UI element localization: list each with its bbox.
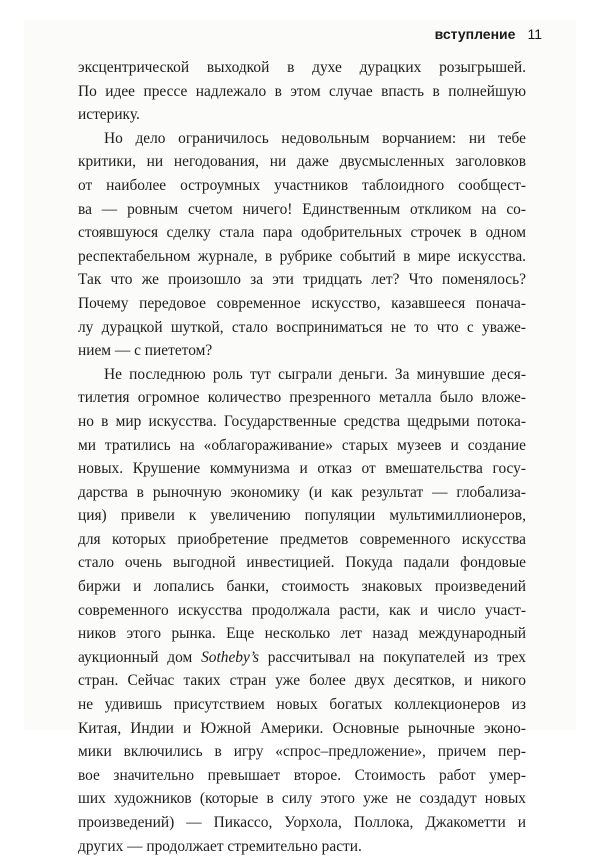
- text-line: стоявшуюся сделку стала пара одобрительных строчек в одном: [78, 224, 526, 242]
- text-line: лу дурацкой шуткой, стало восприниматься не то что с уваже-: [78, 318, 526, 336]
- text-line: не удивишь присутствием новых богатых коллекционеров из: [78, 696, 526, 714]
- text-line: истерику.: [78, 106, 140, 124]
- text-line: стало очень выгодной инвестицией. Покуда падали фондовые: [78, 554, 526, 572]
- text-line: современного искусства продолжала расти, как и число участ-: [78, 601, 526, 619]
- paragraph: [78, 56, 526, 127]
- text-line: тилетия огромное количество презренного металла было вложе-: [78, 389, 526, 407]
- text-line: Не последнюю роль тут сыграли деньги. За минувшие деся-: [104, 365, 526, 383]
- text-line: нием — с пиететом?: [78, 342, 213, 360]
- text-line: произведений) — Пикассо, Уорхола, Поллока, Джакометти и: [78, 814, 526, 831]
- text-line: эксцентрической выходкой в духе дурацких розыгрышей.: [78, 59, 526, 76]
- text-line: ников этого рынка. Еще несколько лет назад международный: [78, 625, 526, 643]
- text-line: для которых приобретение предметов современного искусства: [78, 530, 526, 548]
- text-line: критики, ни негодования, ни даже двусмысленных заголовков: [78, 153, 526, 171]
- text-line: биржи и лопались банки, стоимость знаковых произведений: [78, 578, 526, 596]
- text-line: Почему передовое современное искусство, казавшееся понача-: [78, 294, 526, 312]
- text-line: Так что же произошло за эти тридцать лет? Что поменялось?: [78, 271, 526, 289]
- text-line: других — продолжает стремительно расти.: [78, 837, 362, 855]
- paragraph: [78, 127, 526, 363]
- text-run: рассчитывал на покупателей из трех: [258, 648, 526, 666]
- paragraph: [78, 363, 526, 858]
- text-line: [78, 646, 526, 670]
- text-line: новых. Крушение коммунизма и отказ от вмешательства госу-: [78, 460, 526, 478]
- text-line: респектабельном журнале, в рубрике событий в мире искусства.: [78, 247, 526, 265]
- text-line: ция) привели к увеличению популяции мультимиллионеров,: [78, 507, 526, 525]
- publisher-name-italic: Sotheby’s: [201, 648, 259, 666]
- text-line: мики включились в игру «спрос–предложение», причем пер-: [78, 743, 526, 761]
- text-line: ших художников (которые в силу этого уже не создадут новых: [78, 790, 526, 808]
- text-line: дарства в рыночную экономику (и как результат — глобализа-: [78, 483, 526, 501]
- text-line: ва — ровным счетом ничего! Единственным откликом на со-: [78, 200, 526, 218]
- page-number: 11: [527, 26, 542, 42]
- text-line: Но дело ограничилось недовольным ворчанием: ни тебе: [104, 129, 526, 147]
- book-page: [24, 20, 576, 855]
- text-line: стран. Сейчас таких стран уже более двух десятков, и никого: [78, 672, 526, 690]
- running-head: [435, 26, 542, 42]
- text-line: Китая, Индии и Южной Америки. Основные рыночные эконо-: [78, 719, 526, 737]
- body-text: [78, 56, 526, 858]
- text-line: вое значительно превышает второе. Стоимость работ умер-: [78, 766, 526, 784]
- text-line: от наиболее остроумных участников таблоидного сообщест-: [78, 176, 526, 194]
- text-line: но в мир искусства. Государственные средства щедрыми потока-: [78, 412, 526, 430]
- text-line: ми тратились на «облагораживание» старых музеев и создание: [78, 436, 526, 454]
- section-title: вступление: [434, 26, 516, 42]
- text-line: По идее прессе надлежало в этом случае впасть в полнейшую: [78, 82, 526, 100]
- text-run: аукционный дом: [78, 648, 202, 666]
